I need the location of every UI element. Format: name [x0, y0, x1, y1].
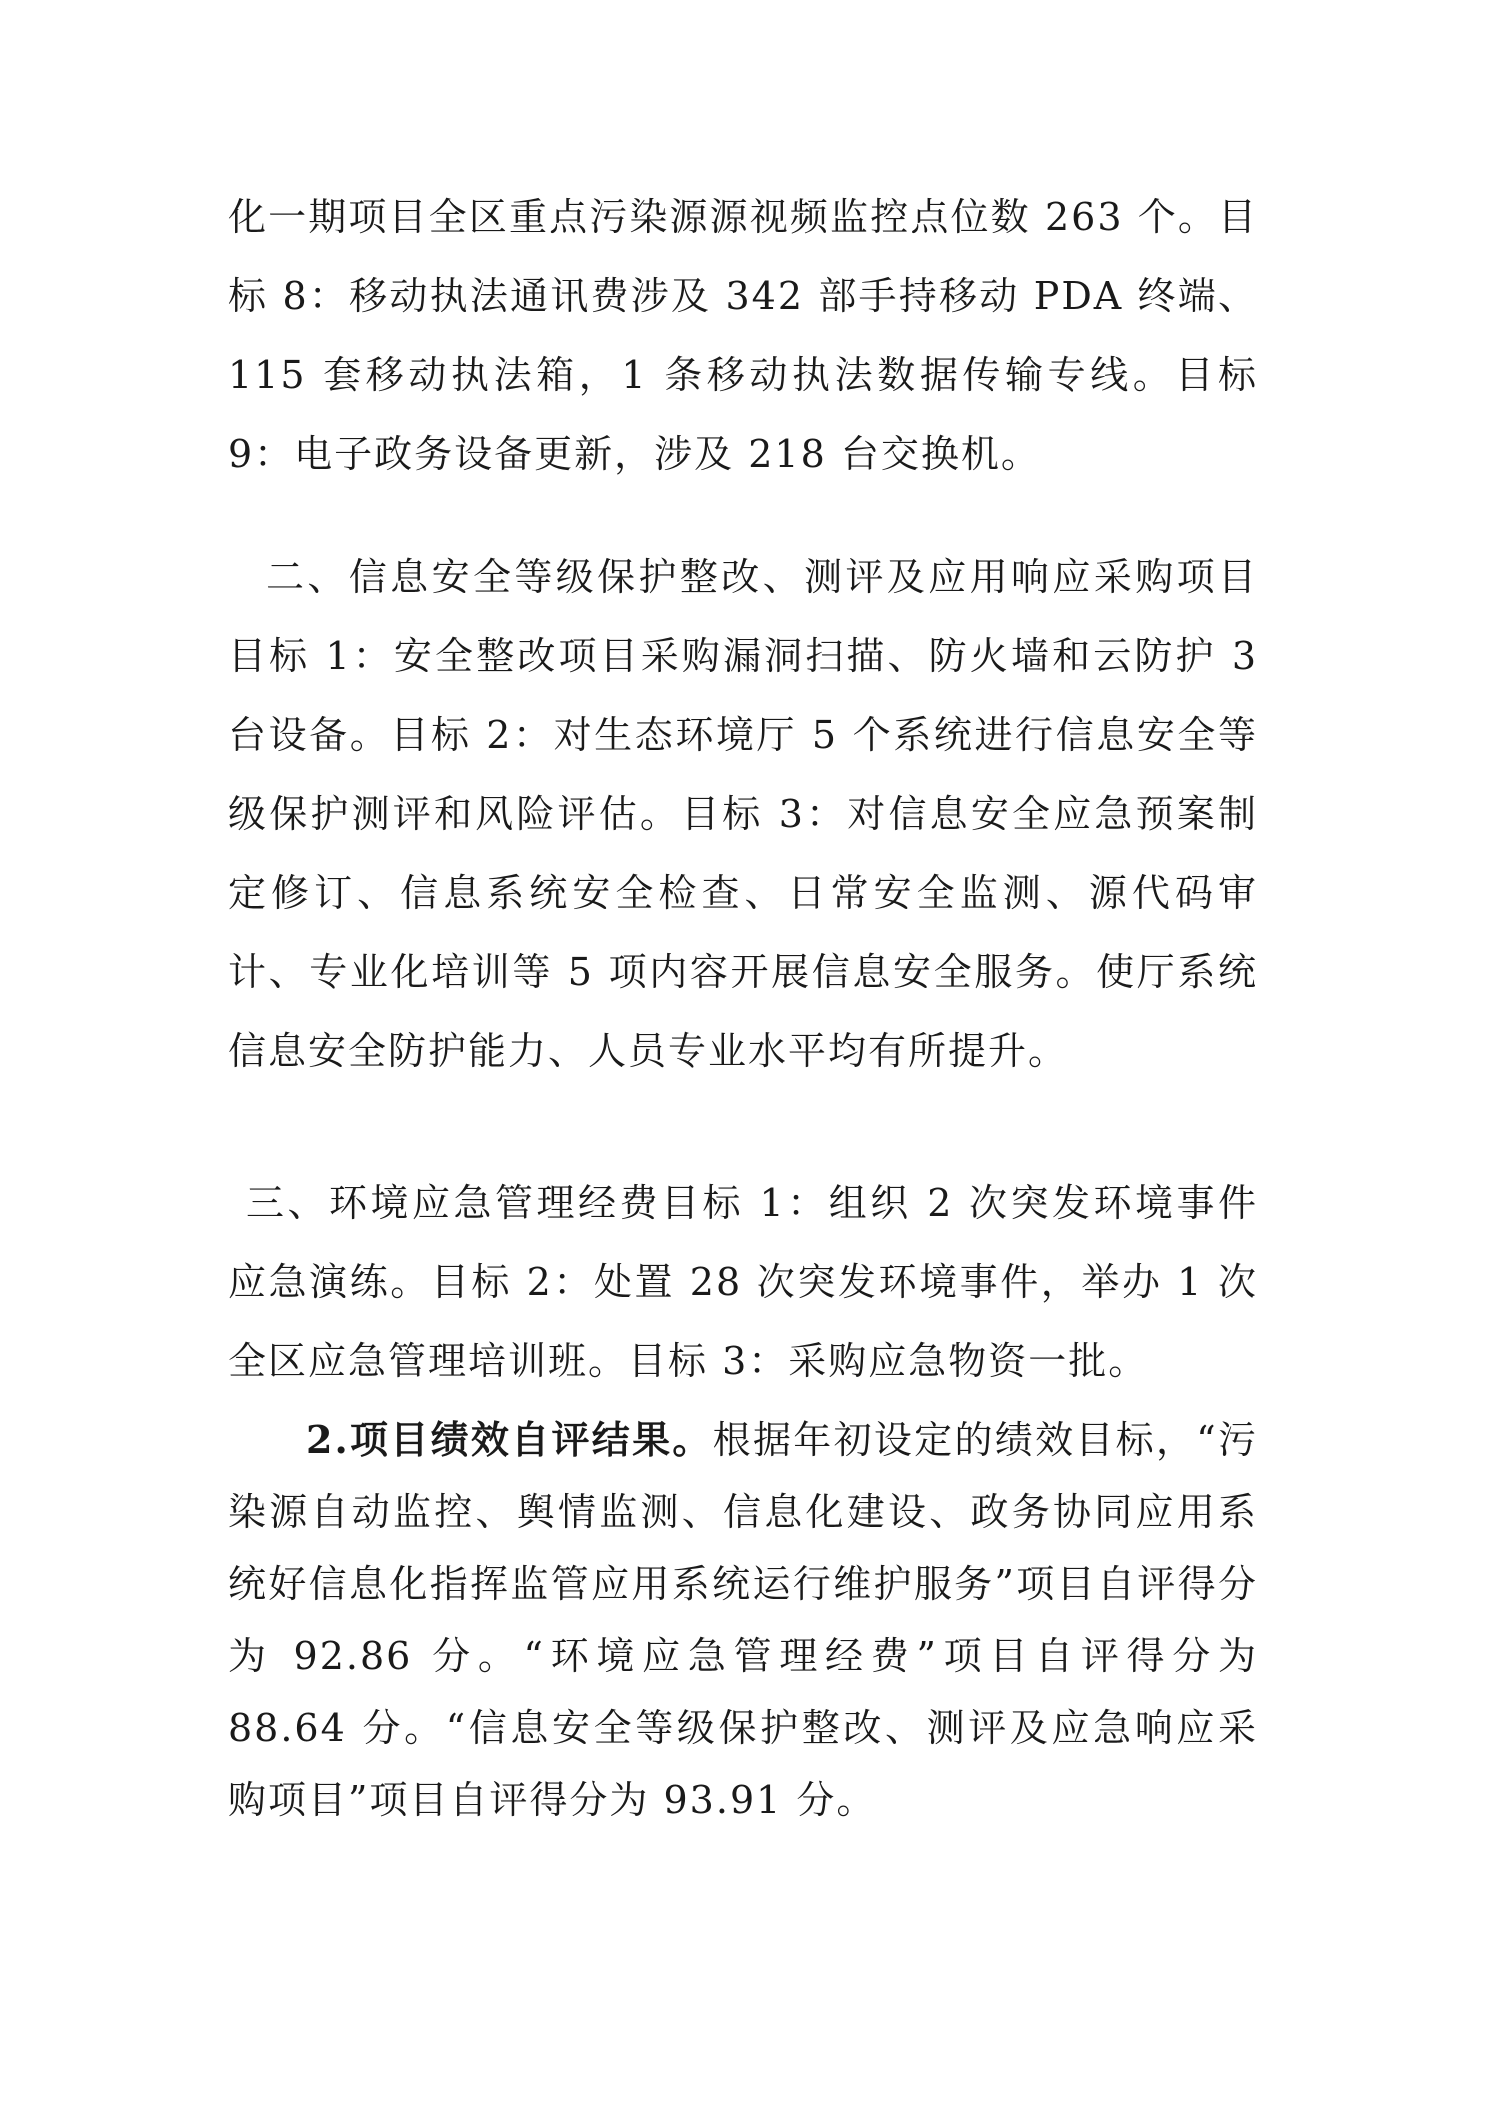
- section-heading: 2.项目绩效自评结果。: [306, 1417, 713, 1462]
- paragraph-text: 化一期项目全区重点污染源源视频监控点位数 263 个。目标 8：移动执法通讯费涉及 342 部手持移动 PDA 终端、115 套移动执法箱，1 条移动执法数据传输专线。目标 9：电子政务设备更新，涉及 218 台交换机。: [228, 195, 1258, 476]
- paragraph-targets-continued: [228, 178, 1258, 494]
- paragraph-emergency-management: [228, 1164, 1258, 1401]
- paragraph-self-evaluation: [228, 1404, 1258, 1836]
- paragraph-text: 三、环境应急管理经费目标 1：组织 2 次突发环境事件应急演练。目标 2：处置 28 次突发环境事件，举办 1 次全区应急管理培训班。目标 3：采购应急物资一批。: [228, 1181, 1258, 1383]
- paragraph-text: 根据年初设定的绩效目标，“污染源自动监控、舆情监测、信息化建设、政务协同应用系统好信息化指挥监管应用系统运行维护服务”项目自评得分为 92.86 分。“环境应急管理经费”项目自评得分为 88.64 分。“信息安全等级保护整改、测评及应急响应采购项目”项目自评得分为 93.91 分。: [228, 1418, 1258, 1822]
- paragraph-info-security: [228, 538, 1258, 1091]
- paragraph-text: 二、信息安全等级保护整改、测评及应用响应采购项目目标 1：安全整改项目采购漏洞扫描、防火墙和云防护 3 台设备。目标 2：对生态环境厅 5 个系统进行信息安全等级保护测评和风险评估。目标 3：对信息安全应急预案制定修订、信息系统安全检查、日常安全监测、源代码审计、专业化培训等 5 项内容开展信息安全服务。使厅系统信息安全防护能力、人员专业水平均有所提升。: [228, 555, 1258, 1073]
